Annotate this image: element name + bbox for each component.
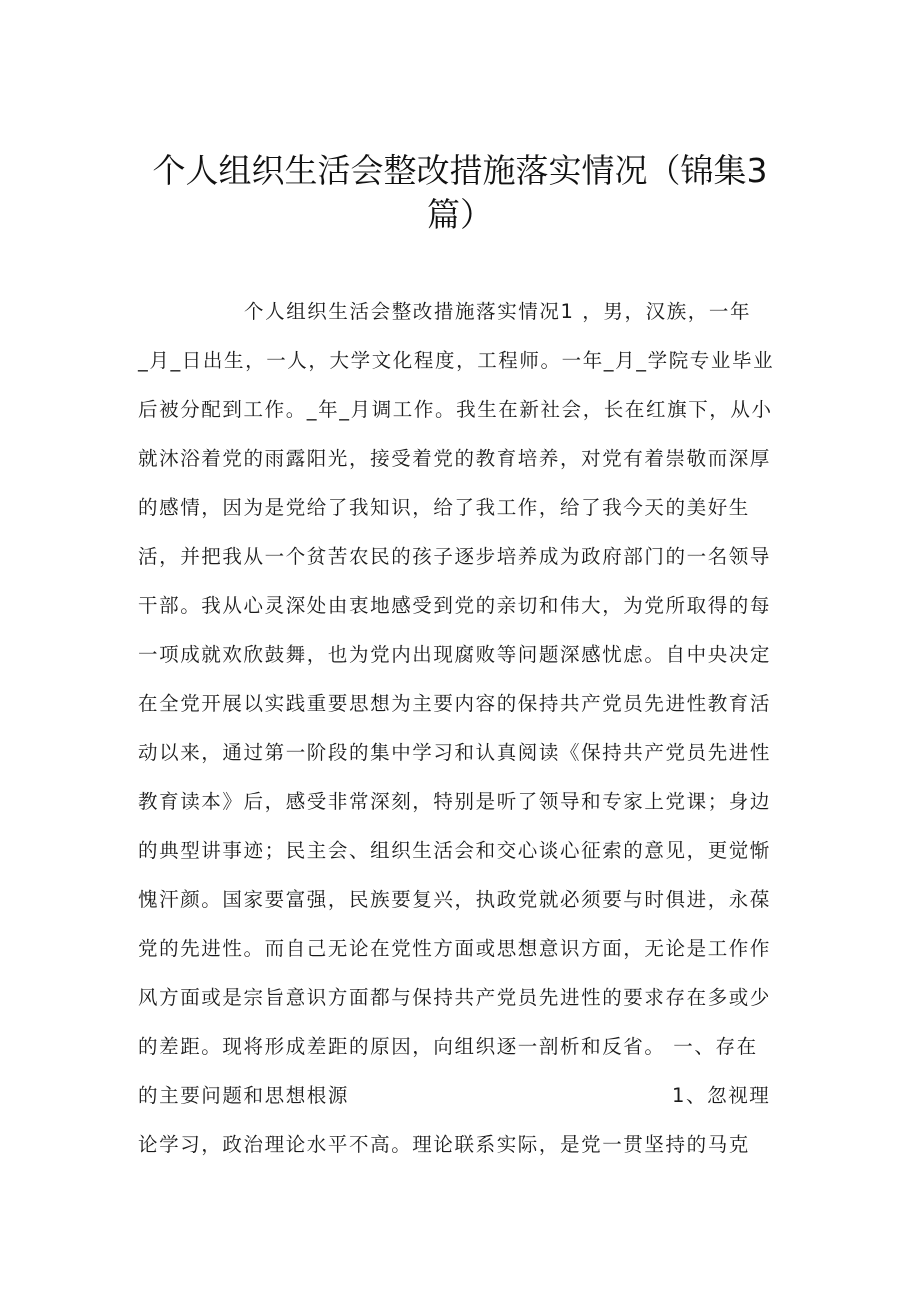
- body-line-13: 愧汗颜。国家要富强，民族要复兴，执政党就必须要与时俱进，永葆: [138, 888, 772, 911]
- body-line-8: 一项成就欢欣鼓舞，也为党内出现腐败等问题深感忧虑。自中央决定: [138, 643, 772, 666]
- body-line-9: 在全党开展以实践重要思想为主要内容的保持共产党员先进性教育活: [138, 692, 772, 715]
- body-line-6: 活，并把我从一个贫苦农民的孩子逐步培养成为政府部门的一名领导: [138, 545, 772, 568]
- body-line-11: 教育读本》后，感受非常深刻，特别是听了领导和专家上党课；身边: [138, 790, 772, 813]
- body-line-16: 的差距。现将形成差距的原因，向组织逐一剖析和反省。 一、存在: [138, 1035, 758, 1058]
- body-line-5: 的感情，因为是党给了我知识，给了我工作，给了我今天的美好生: [138, 496, 750, 519]
- body-line-1-text: 个人组织生活会整改措施落实情况1 ，男，汉族，一年: [244, 300, 752, 323]
- body-line-18: 论学习，政治理论水平不高。理论联系实际，是党一贯坚持的马克: [138, 1133, 750, 1156]
- section-heading-text: 的主要问题和思想根源: [138, 1084, 350, 1107]
- body-line-2: _月_日出生，一人，大学文化程度，工程师。一年_月_学院专业毕业: [138, 349, 775, 372]
- body-line-12: 的典型讲事迹；民主会、组织生活会和交心谈心征索的意见，更觉惭: [138, 839, 772, 862]
- body-line-10: 动以来，通过第一阶段的集中学习和认真阅读《保持共产党员先进性: [138, 741, 772, 764]
- body-line-7: 干部。我从心灵深处由衷地感受到党的亲切和伟大，为党所取得的每: [138, 594, 772, 617]
- body-line-14: 党的先进性。而自己无论在党性方面或思想意识方面，无论是工作作: [138, 937, 772, 960]
- body-line-15: 风方面或是宗旨意识方面都与保持共产党员先进性的要求存在多或少: [138, 986, 772, 1009]
- document-title-line-2: 篇）: [427, 195, 493, 234]
- document-title-line-1: 个人组织生活会整改措施落实情况（锦集3: [152, 151, 768, 190]
- body-line-4: 就沐浴着党的雨露阳光，接受着党的教育培养，对党有着崇敬而深厚: [138, 447, 772, 470]
- subsection-heading-text: 1、忽视理: [672, 1084, 771, 1107]
- body-line-3: 后被分配到工作。_年_月调工作。我生在新社会，长在红旗下，从小: [138, 398, 773, 421]
